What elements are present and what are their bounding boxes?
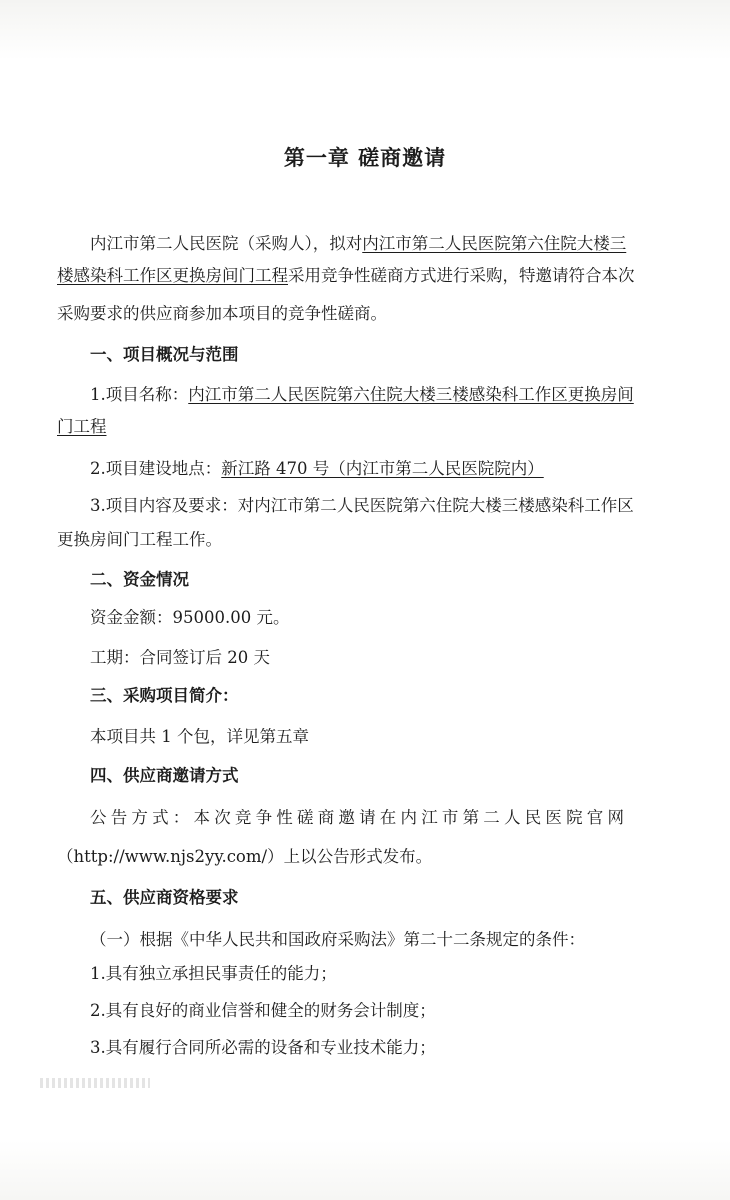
qualification-basis: （一）根据《中华人民共和国政府采购法》第二十二条规定的条件：	[90, 930, 585, 949]
qualification-item: 2.具有良好的商业信誉和健全的财务会计制度；	[90, 1001, 436, 1020]
section4-heading: 四、供应商邀请方式	[90, 766, 239, 785]
project-name-line-cont	[57, 415, 107, 439]
fund-amount: 资金金额：95000.00 元。	[90, 608, 290, 627]
project-name-label: 1.项目名称：	[90, 385, 189, 404]
package-info: 本项目共 1 个包，详见第五章	[90, 727, 309, 746]
project-name-value-cont: 门工程	[57, 417, 107, 436]
scan-artifact	[40, 1078, 150, 1088]
construction-period: 工期：合同签订后 20 天	[90, 648, 270, 667]
qualification-item: 1.具有独立承担民事责任的能力；	[90, 964, 337, 983]
project-location-line	[90, 457, 544, 481]
section1-heading: 一、项目概况与范围	[90, 345, 239, 364]
intro-text-cont: 采用竞争性磋商方式进行采购，特邀请符合本次	[288, 266, 635, 285]
intro-line-2	[57, 264, 635, 288]
project-name-underlined: 内江市第二人民医院第六住院大楼三	[362, 234, 627, 253]
intro-line-3: 采购要求的供应商参加本项目的竞争性磋商。	[57, 304, 387, 323]
qualification-item: 3.具有履行合同所必需的设备和专业技术能力；	[90, 1038, 436, 1057]
project-name-line	[90, 383, 634, 407]
project-content-line: 3.项目内容及要求：对内江市第二人民医院第六住院大楼三楼感染科工作区	[90, 496, 634, 515]
section3-heading: 三、采购项目简介：	[90, 686, 239, 705]
intro-line-1	[90, 232, 626, 256]
project-location-label: 2.项目建设地点：	[90, 459, 222, 478]
project-name-underlined-cont: 楼感染科工作区更换房间门工程	[57, 266, 288, 285]
section5-heading: 五、供应商资格要求	[90, 888, 239, 907]
section2-heading: 二、资金情况	[90, 570, 189, 589]
project-name-value: 内江市第二人民医院第六住院大楼三楼感染科工作区更换房间	[188, 385, 634, 404]
intro-text: 内江市第二人民医院（采购人），拟对	[90, 234, 363, 253]
project-location-value: 新江路 470 号（内江市第二人民医院院内）	[221, 459, 544, 478]
chapter-title: 第一章 磋商邀请	[283, 145, 447, 170]
announcement-url: （http://www.njs2yy.com/）上以公告形式发布。	[57, 847, 433, 866]
announcement-method: 公告方式：本次竞争性磋商邀请在内江市第二人民医院官网	[90, 808, 629, 827]
project-content-line-cont: 更换房间门工程工作。	[57, 530, 222, 549]
